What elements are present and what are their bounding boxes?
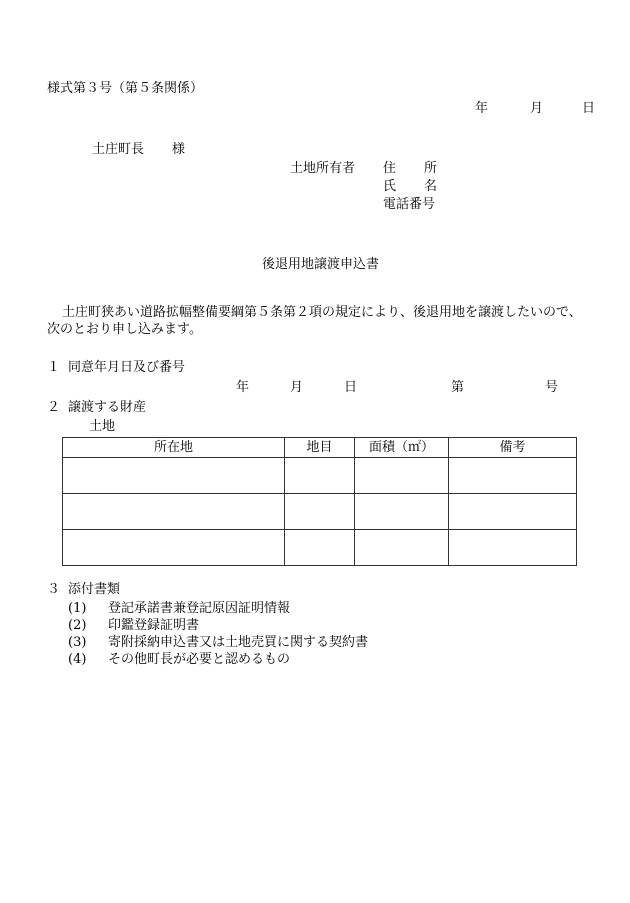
attachment-item [68, 618, 199, 634]
consent-no-suffix: 号 [545, 380, 559, 395]
section-1-label: 同意年月日及び番号 [68, 360, 186, 375]
form-number: 様式第３号（第５条関係） [47, 81, 204, 96]
cell-area[interactable] [355, 458, 449, 494]
header-area: 面積（㎡） [355, 438, 449, 458]
section-3-number: ３ [47, 582, 61, 597]
attachment-item-text: 寄附採納申込書又は土地売買に関する契約書 [108, 635, 369, 650]
document-title: 後退用地譲渡申込書 [262, 257, 380, 272]
attachment-item [68, 652, 290, 668]
land-table [62, 437, 577, 566]
attachment-item-number: (1) [68, 601, 87, 616]
cell-remarks[interactable] [449, 530, 577, 566]
table-row [63, 494, 577, 530]
date-day-label: 日 [582, 101, 596, 116]
header-land-category: 地目 [285, 438, 355, 458]
attachment-item-number: (2) [68, 618, 87, 633]
attachment-item-text: 印鑑登録証明書 [108, 618, 200, 633]
addressee-honorific: 様 [172, 142, 186, 157]
section-2-label: 譲渡する財産 [68, 400, 147, 415]
cell-land-category[interactable] [285, 530, 355, 566]
section-3-label: 添付書類 [68, 582, 121, 597]
cell-location[interactable] [63, 458, 285, 494]
date-year-label: 年 [475, 101, 489, 116]
cell-remarks[interactable] [449, 458, 577, 494]
consent-year-label: 年 [236, 380, 250, 395]
intro-line-1: 土庄町狭あい道路拡幅整備要綱第５条第２項の規定により、後退用地を譲渡したいので、 [62, 305, 582, 320]
phone-label: 電話番号 [383, 197, 436, 212]
section-1-number: １ [47, 360, 61, 375]
table-row [63, 458, 577, 494]
cell-area[interactable] [355, 530, 449, 566]
land-table-header-row [63, 438, 577, 458]
attachment-item-text: 登記承諾書兼登記原因証明情報 [108, 601, 291, 616]
name-label-2: 名 [424, 179, 438, 194]
consent-no-prefix: 第 [451, 380, 465, 395]
intro-line-2: 次のとおり申し込みます。 [47, 322, 202, 337]
header-remarks: 備考 [449, 438, 577, 458]
date-month-label: 月 [530, 101, 544, 116]
consent-day-label: 日 [344, 380, 358, 395]
attachment-item-number: (4) [68, 652, 87, 667]
cell-remarks[interactable] [449, 494, 577, 530]
section-2-sublabel: 土地 [89, 419, 116, 434]
cell-land-category[interactable] [285, 494, 355, 530]
header-location: 所在地 [63, 438, 285, 458]
cell-location[interactable] [63, 530, 285, 566]
addressee-name: 土庄町長 [92, 142, 145, 157]
attachment-item [68, 635, 368, 651]
cell-land-category[interactable] [285, 458, 355, 494]
attachment-item [68, 601, 290, 617]
cell-area[interactable] [355, 494, 449, 530]
attachment-item-number: (3) [68, 635, 87, 650]
address-label-2: 所 [424, 161, 438, 176]
address-label-1: 住 [383, 161, 397, 176]
consent-month-label: 月 [290, 380, 304, 395]
applicant-role-label: 土地所有者 [290, 161, 356, 176]
attachment-item-text: その他町長が必要と認めるもの [108, 652, 291, 667]
section-2-number: ２ [47, 400, 61, 415]
table-row [63, 530, 577, 566]
name-label-1: 氏 [383, 179, 397, 194]
cell-location[interactable] [63, 494, 285, 530]
